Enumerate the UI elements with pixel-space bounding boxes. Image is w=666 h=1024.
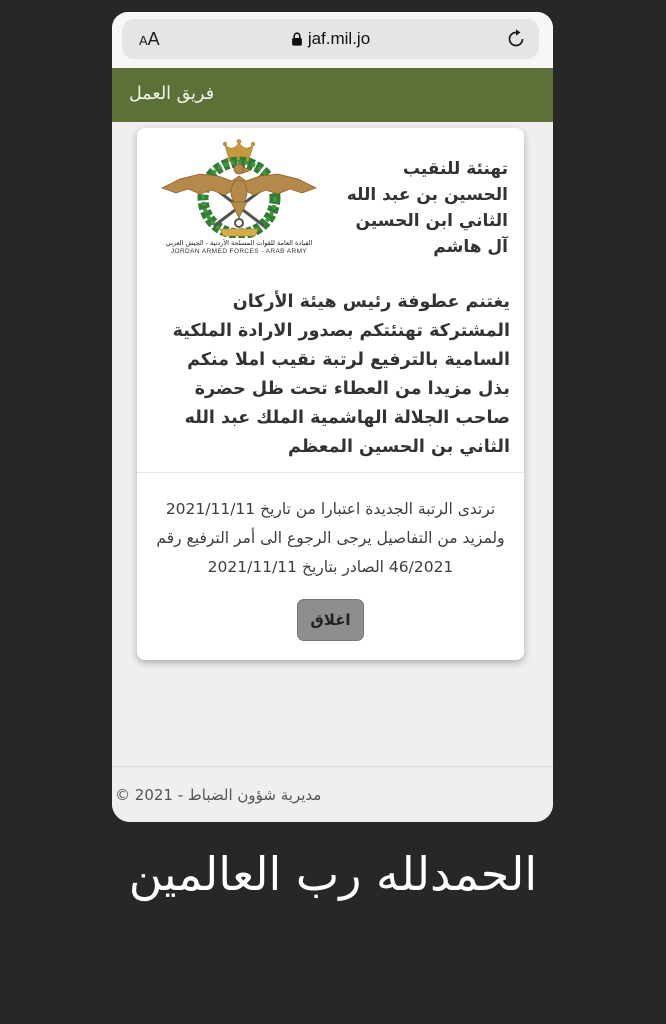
modal-footer	[137, 473, 524, 641]
footer-divider	[112, 766, 553, 767]
logo-caption-arabic: القيادة العامة للقوات المسلحة الأردنية - الجيش العربي	[165, 239, 313, 247]
phone-screenshot	[112, 12, 553, 822]
lock-icon	[291, 31, 303, 47]
page-content	[112, 122, 553, 822]
congratulation-modal	[137, 128, 524, 660]
close-button[interactable]: اغلاق	[297, 599, 363, 641]
modal-body-text: يغتنم عطوفة رئيس هيئة الأركان المشتركة تهنئتكم بصدور الارادة الملكية السامية بالترفيع لرتبة نقيب املا منكم بذل مزيدا من العطاء تحت ظل حضرة صاحب الجلالة الهاشمية الملك عبد الله الثاني بن الحسين المعظم	[172, 292, 510, 457]
modal-title-greeting: تهنئة للنقيب	[402, 159, 508, 179]
refresh-button[interactable]	[505, 28, 527, 50]
reader-a-small: A	[139, 33, 148, 48]
refresh-icon	[505, 28, 527, 50]
site-navbar	[112, 68, 553, 122]
modal-title-recipient: الحسين بن عبد الله الثاني ابن الحسين آل هاشم	[346, 185, 508, 257]
promotion-details-text: ترتدى الرتبة الجديدة اعتبارا من تاريخ 2021/11/11 ولمزيد من التفاصيل يرجى الرجوع الى أمر الترفيع رقم 46/2021 الصادر بتاريخ 2021/11/11	[156, 500, 505, 576]
modal-header	[137, 128, 524, 278]
jaf-emblem-icon	[153, 138, 325, 238]
browser-chrome	[112, 12, 553, 68]
jaf-logo	[149, 138, 329, 278]
navbar-brand[interactable]: فريق العمل	[129, 84, 215, 104]
reader-a-large: A	[147, 29, 160, 49]
modal-title	[329, 138, 514, 278]
address-bar[interactable]	[122, 19, 539, 59]
footer-copyright: مديرية شؤون الضباط - 2021 ©	[115, 786, 322, 804]
address-text-wrap	[122, 19, 539, 59]
logo-caption-english: JORDAN ARMED FORCES - ARAB ARMY	[170, 248, 308, 255]
hamd-caption: الحمدلله رب العالمين	[128, 847, 538, 901]
address-text: jaf.mil.jo	[307, 29, 371, 48]
